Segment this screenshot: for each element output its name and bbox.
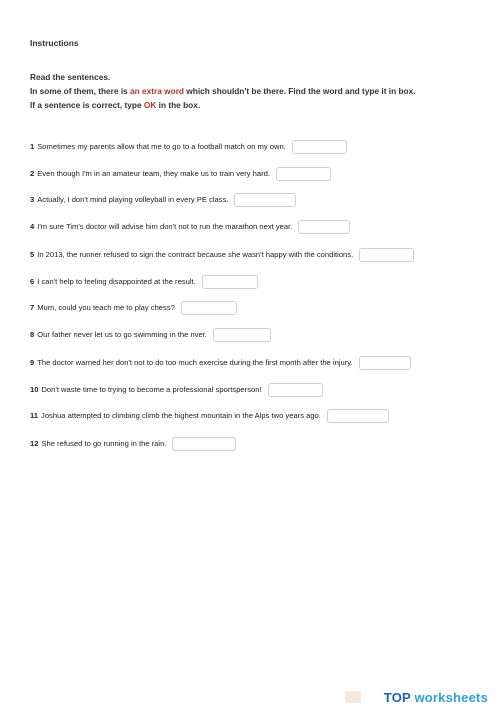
- brand-logo-part2: worksheets: [410, 690, 488, 705]
- answer-box-9[interactable]: [359, 356, 411, 370]
- answer-box-4[interactable]: [298, 220, 350, 234]
- question-number: 6: [30, 277, 35, 286]
- question-text: I can't help to feeling disappointed at the result.: [37, 277, 196, 286]
- question-text: She refused to go running in the rain.: [41, 439, 167, 448]
- question-text: I'm sure Tim's doctor will advise him don't not to run the marathon next year.: [37, 222, 293, 231]
- question-row-3: [30, 193, 296, 207]
- brand-logo: [384, 690, 488, 705]
- question-text: Actually, I don't mind playing volleyball in every PE class.: [37, 195, 229, 204]
- answer-box-6[interactable]: [202, 275, 258, 289]
- question-number: 7: [30, 303, 35, 312]
- page-heading: Instructions: [30, 38, 79, 48]
- answer-box-2[interactable]: [276, 167, 331, 181]
- question-row-5: [30, 248, 414, 262]
- instruction-text: in the box.: [156, 100, 201, 110]
- question-number: 5: [30, 250, 35, 259]
- answer-box-11[interactable]: [327, 409, 389, 423]
- brand-mark-icon: [345, 691, 361, 703]
- question-text: Mum, could you teach me to play chess?: [37, 303, 175, 312]
- answer-box-10[interactable]: [268, 383, 323, 397]
- highlight-ok: OK: [143, 100, 157, 110]
- question-row-1: [30, 140, 347, 154]
- answer-box-12[interactable]: [172, 437, 236, 451]
- answer-box-1[interactable]: [292, 140, 347, 154]
- question-row-8: [30, 328, 271, 342]
- instructions-block: [30, 70, 470, 112]
- question-number: 1: [30, 142, 35, 151]
- question-row-9: [30, 356, 411, 370]
- question-text: The doctor warned her don't not to do too much exercise during the first month after the injury.: [37, 358, 353, 367]
- question-text: Even though I'm in an amateur team, they make us to train very hard.: [37, 169, 270, 178]
- question-row-2: [30, 167, 331, 181]
- question-row-10: [30, 383, 323, 397]
- instruction-line-2: [30, 84, 470, 98]
- question-text: In 2013, the runner refused to sign the contract because she wasn't happy with the conditions.: [37, 250, 354, 259]
- highlight-extra-word: an extra word: [130, 86, 184, 96]
- question-text: Our father never let us to go swimming in the river.: [37, 330, 207, 339]
- question-text: Don't waste time to trying to become a professional sportsperson!: [41, 385, 262, 394]
- instruction-text: which shouldn't be there. Find the word and type it in box.: [184, 86, 416, 96]
- question-number: 2: [30, 169, 35, 178]
- question-number: 3: [30, 195, 35, 204]
- answer-box-3[interactable]: [234, 193, 296, 207]
- question-number: 11: [30, 411, 39, 420]
- question-row-11: [30, 409, 389, 423]
- instruction-line-3: [30, 98, 470, 112]
- brand-logo-part1: TOP: [383, 690, 411, 705]
- answer-box-5[interactable]: [359, 248, 414, 262]
- question-row-4: [30, 220, 350, 234]
- question-row-7: [30, 301, 237, 315]
- question-row-12: [30, 437, 236, 451]
- answer-box-7[interactable]: [181, 301, 237, 315]
- question-number: 10: [30, 385, 39, 394]
- question-row-6: [30, 275, 258, 289]
- instruction-line-1: Read the sentences.: [30, 72, 111, 82]
- answer-box-8[interactable]: [213, 328, 271, 342]
- question-text: Sometimes my parents allow that me to go to a football match on my own.: [37, 142, 286, 151]
- question-text: Joshua attempted to climbing climb the highest mountain in the Alps two years ago.: [41, 411, 321, 420]
- question-number: 4: [30, 222, 35, 231]
- question-number: 8: [30, 330, 35, 339]
- instruction-text: In some of them, there is: [30, 86, 131, 96]
- instruction-text: If a sentence is correct, type: [30, 100, 144, 110]
- question-number: 9: [30, 358, 35, 367]
- question-number: 12: [30, 439, 39, 448]
